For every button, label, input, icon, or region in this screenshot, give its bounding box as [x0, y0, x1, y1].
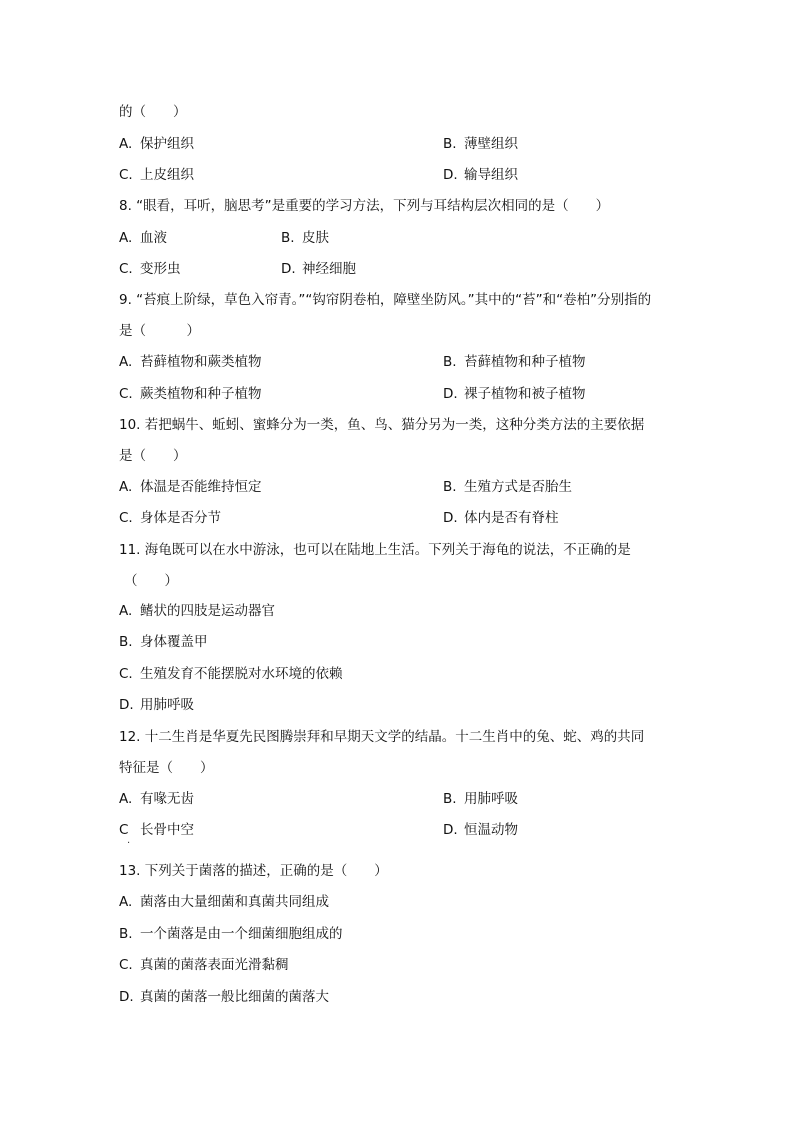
- q7-stem-tail: 的（ ）: [119, 104, 187, 120]
- option-letter: B.: [443, 136, 457, 152]
- q9-option-d[interactable]: [443, 385, 586, 403]
- option-text: 裸子植物和被子植物: [464, 386, 586, 402]
- option-letter: A.: [119, 894, 133, 910]
- q12-option-c[interactable]: [119, 821, 194, 839]
- option-letter: C.: [119, 957, 133, 973]
- option-text: 神经细胞: [302, 261, 356, 277]
- q11-option-d[interactable]: [119, 696, 194, 714]
- option-letter: A.: [119, 354, 133, 370]
- option-text: 鳍状的四肢是运动器官: [140, 603, 275, 619]
- q7-option-c[interactable]: [119, 166, 194, 184]
- q8-stem: 8. “眼看，耳听，脑思考”是重要的学习方法，下列与耳结构层次相同的是（ ）: [119, 198, 610, 214]
- option-letter: C.: [119, 666, 133, 682]
- q9-option-a[interactable]: [119, 353, 262, 371]
- option-text: 一个菌落是由一个细菌细胞组成的: [140, 926, 343, 942]
- option-text: 苔藓植物和蕨类植物: [140, 354, 262, 370]
- q12-option-a[interactable]: [119, 790, 194, 808]
- option-text: 变形虫: [140, 261, 181, 277]
- option-letter: C: [119, 822, 129, 838]
- option-text: 真菌的菌落一般比细菌的菌落大: [140, 989, 329, 1005]
- option-text: 菌落由大量细菌和真菌共同组成: [140, 894, 329, 910]
- option-text: 身体是否分节: [140, 510, 221, 526]
- option-letter: A.: [119, 603, 133, 619]
- q10-stem-line2: 是（ ）: [119, 448, 187, 464]
- option-letter: C.: [119, 510, 133, 526]
- option-text: 体内是否有脊柱: [464, 510, 559, 526]
- q10-option-c[interactable]: [119, 509, 221, 527]
- q12-option-d[interactable]: [443, 821, 518, 839]
- q10-stem-line1: 10. 若把蜗牛、蚯蚓、蜜蜂分为一类，鱼、鸟、猫分另为一类，这种分类方法的主要依据: [119, 417, 645, 433]
- option-text: 皮肤: [302, 230, 329, 246]
- q10-option-d[interactable]: [443, 509, 559, 527]
- option-letter: A.: [119, 791, 133, 807]
- q11-stem-line1: 11. 海龟既可以在水中游泳，也可以在陆地上生活。下列关于海龟的说法，不正确的是: [119, 542, 631, 558]
- option-text: 用肺呼吸: [140, 697, 194, 713]
- q7-option-b[interactable]: [443, 135, 518, 153]
- option-text: 用肺呼吸: [464, 791, 518, 807]
- option-letter: D.: [119, 697, 134, 713]
- q9-stem-line1: 9. “苔痕上阶绿，草色入帘青。”“钩帘阴卷柏，障壁坐防风。”其中的“苔”和“卷柏”分别指的: [119, 292, 652, 308]
- option-letter: C.: [119, 261, 133, 277]
- q9-stem-line2: 是（ ）: [119, 323, 200, 339]
- option-text: 苔藓植物和种子植物: [464, 354, 586, 370]
- q8-option-a[interactable]: [119, 229, 167, 247]
- q7-option-a[interactable]: [119, 135, 194, 153]
- option-text: 蕨类植物和种子植物: [140, 386, 262, 402]
- option-letter: B.: [119, 926, 133, 942]
- option-letter: B.: [119, 634, 133, 650]
- option-text: 长骨中空: [140, 822, 194, 838]
- option-letter: D.: [119, 989, 134, 1005]
- option-letter: C.: [119, 386, 133, 402]
- option-letter: D.: [443, 510, 458, 526]
- option-text: 保护组织: [140, 136, 194, 152]
- option-text: 薄壁组织: [464, 136, 518, 152]
- option-letter: D.: [443, 822, 458, 838]
- q8-option-c[interactable]: [119, 260, 181, 278]
- q10-option-a[interactable]: [119, 478, 262, 496]
- option-text: 血液: [140, 230, 167, 246]
- q8-option-d[interactable]: [281, 260, 356, 278]
- q11-option-c[interactable]: [119, 665, 343, 683]
- option-letter: D.: [443, 167, 458, 183]
- q11-option-a[interactable]: [119, 602, 275, 620]
- option-text: 恒温动物: [464, 822, 518, 838]
- option-text: 上皮组织: [140, 167, 194, 183]
- option-letter: C.: [119, 167, 133, 183]
- option-text: 生殖发育不能摆脱对水环境的依赖: [140, 666, 343, 682]
- q13-option-c[interactable]: [119, 956, 289, 974]
- stray-dot-mark: ·: [127, 838, 131, 849]
- option-text: 有喙无齿: [140, 791, 194, 807]
- option-letter: B.: [443, 791, 457, 807]
- option-letter: D.: [281, 261, 296, 277]
- q10-option-b[interactable]: [443, 478, 572, 496]
- q7-option-d[interactable]: [443, 166, 518, 184]
- option-letter: B.: [281, 230, 295, 246]
- q12-stem-line1: 12. 十二生肖是华夏先民图腾崇拜和早期天文学的结晶。十二生肖中的兔、蛇、鸡的共同: [119, 729, 645, 745]
- option-text: 输导组织: [464, 167, 518, 183]
- q11-option-b[interactable]: [119, 633, 208, 651]
- q9-option-c[interactable]: [119, 385, 262, 403]
- option-text: 身体覆盖甲: [140, 634, 208, 650]
- q13-stem: 13. 下列关于菌落的描述，正确的是（ ）: [119, 863, 388, 879]
- q13-option-a[interactable]: [119, 893, 329, 911]
- q11-stem-line2: （ ）: [124, 573, 178, 589]
- option-letter: B.: [443, 479, 457, 495]
- option-letter: A.: [119, 479, 133, 495]
- q12-stem-line2: 特征是（ ）: [119, 760, 214, 776]
- q13-option-b[interactable]: [119, 925, 343, 943]
- option-text: 生殖方式是否胎生: [464, 479, 572, 495]
- q9-option-b[interactable]: [443, 353, 586, 371]
- option-letter: B.: [443, 354, 457, 370]
- q8-option-b[interactable]: [281, 229, 329, 247]
- option-text: 真菌的菌落表面光滑黏稠: [140, 957, 289, 973]
- q12-option-b[interactable]: [443, 790, 518, 808]
- option-letter: D.: [443, 386, 458, 402]
- option-text: 体温是否能维持恒定: [140, 479, 262, 495]
- option-letter: A.: [119, 230, 133, 246]
- option-letter: A.: [119, 136, 133, 152]
- q13-option-d[interactable]: [119, 988, 329, 1006]
